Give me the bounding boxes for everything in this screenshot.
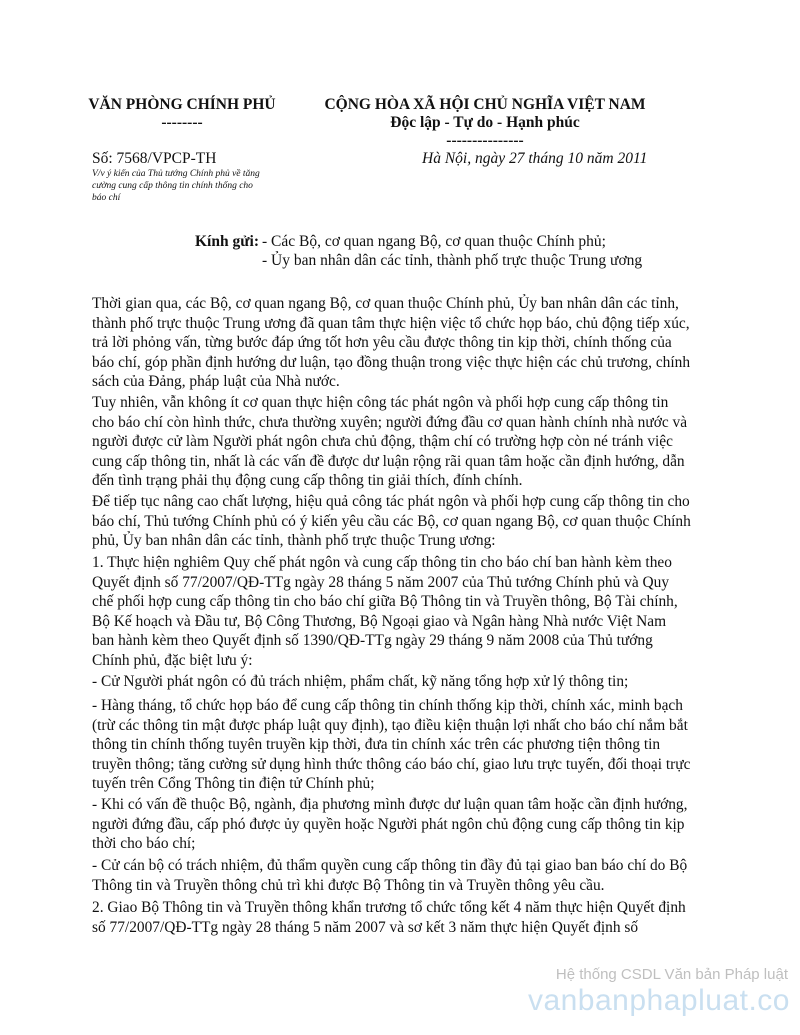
paragraph-line: - Cử cán bộ có trách nhiệm, đủ thẩm quyền cung cấp thông tin đầy đủ tại giao ban báo chí do Bộ bbox=[92, 857, 688, 874]
recipient-line: - Các Bộ, cơ quan ngang Bộ, cơ quan thuộc Chính phủ; bbox=[262, 233, 606, 250]
watermark-site: vanbanphapluat.co bbox=[527, 984, 790, 1017]
watermark-caption: Hệ thống CSDL Văn bản Pháp luật bbox=[555, 966, 788, 983]
body-paragraph bbox=[92, 294, 714, 392]
body-paragraph bbox=[92, 492, 714, 551]
country-name: CỘNG HÒA XÃ HỘI CHỦ NGHĨA VIỆT NAM bbox=[324, 96, 646, 113]
paragraph-line: số 77/2007/QĐ-TTg ngày 28 tháng 5 năm 2007 và sơ kết 3 năm thực hiện Quyết định số bbox=[92, 918, 639, 936]
subject-line: V/v ý kiến của Thủ tướng Chính phủ về tăng bbox=[92, 169, 260, 179]
paragraph-line: phủ, Ủy ban nhân dân các tỉnh, thành phố trực thuộc Trung ương: bbox=[92, 532, 496, 550]
paragraph-line: Thông tin và Truyền thông chủ trì khi được Bộ Thông tin và Truyền thông yêu cầu. bbox=[92, 876, 605, 894]
paragraph-line: chế phối hợp cung cấp thông tin cho báo chí giữa Bộ Thông tin và Truyền thông, Bộ Tài chính, bbox=[92, 593, 678, 611]
paragraph-line: thời cho báo chí; bbox=[92, 835, 196, 853]
document-number: Số: 7568/VPCP-TH bbox=[92, 150, 217, 167]
paragraph-line: báo chí, góp phần định hướng dư luận, tạo đồng thuận trong việc thực hiện các chủ trương, chính bbox=[92, 353, 691, 371]
subject-line: cường cung cấp thông tin chính thống cho bbox=[92, 181, 253, 191]
paragraph-line: Quyết định số 77/2007/QĐ-TTg ngày 28 tháng 5 năm 2007 của Thủ tướng Chính phủ và Quy bbox=[92, 573, 670, 591]
paragraph-line: 1. Thực hiện nghiêm Quy chế phát ngôn và cung cấp thông tin cho báo chí ban hành kèm theo bbox=[92, 554, 672, 571]
paragraph-line: truyền thông; tăng cường sử dụng hình thức thông cáo báo chí, giao lưu trực tuyến, đối thoại trực bbox=[92, 755, 691, 773]
paragraph-line: sách của Đảng, pháp luật của Nhà nước. bbox=[92, 373, 340, 391]
paragraph-line: - Cử Người phát ngôn có đủ trách nhiệm, phẩm chất, kỹ năng tổng hợp xử lý thông tin; bbox=[92, 673, 629, 690]
paragraph-line: thông tin chính thống tuyên truyền kịp thời, đưa tin chính xác trên các phương tiện thông tin bbox=[92, 736, 661, 754]
body-paragraph bbox=[92, 696, 714, 794]
national-motto: Độc lập - Tự do - Hạnh phúc bbox=[390, 114, 580, 131]
body-paragraph bbox=[92, 553, 714, 671]
body-paragraph bbox=[92, 393, 714, 491]
paragraph-line: (trừ các thông tin mật được pháp luật quy định), tạo điều kiện thuận lợi nhất cho báo chí nắm bắt bbox=[92, 716, 688, 734]
subject-summary bbox=[92, 168, 312, 204]
paragraph-line: cung cấp thông tin, nhất là các vấn đề được dư luận rộng rãi quan tâm hoặc cần định hướng, dẫn bbox=[92, 452, 685, 470]
paragraph-line: Thời gian qua, các Bộ, cơ quan ngang Bộ, cơ quan thuộc Chính phủ, Ủy ban nhân dân các tỉnh, bbox=[92, 295, 679, 312]
paragraph-line: Tuy nhiên, vẫn không ít cơ quan thực hiện công tác phát ngôn và phối hợp cung cấp thông tin bbox=[92, 394, 669, 411]
body-paragraph bbox=[92, 795, 714, 854]
paragraph-line: trả lời phỏng vấn, từng bước đáp ứng tốt hơn yêu cầu được thông tin kịp thời, chính thống của bbox=[92, 334, 672, 352]
motto-rule: --------------- bbox=[446, 132, 524, 149]
paragraph-line: 2. Giao Bộ Thông tin và Truyền thông khẩn trương tổ chức tổng kết 4 năm thực hiện Quyết định bbox=[92, 899, 686, 916]
issuing-agency: VĂN PHÒNG CHÍNH PHỦ bbox=[88, 96, 276, 113]
recipients-label: Kính gửi: bbox=[195, 233, 259, 250]
paragraph-line: Bộ Kế hoạch và Đầu tư, Bộ Công Thương, Bộ Ngoại giao và Ngân hàng Nhà nước Việt Nam bbox=[92, 612, 667, 630]
place-and-date: Hà Nội, ngày 27 tháng 10 năm 2011 bbox=[422, 150, 648, 167]
paragraph-line: Chính phủ, đặc biệt lưu ý: bbox=[92, 651, 253, 669]
recipient-line: - Ủy ban nhân dân các tỉnh, thành phố trực thuộc Trung ương bbox=[262, 252, 643, 269]
paragraph-line: - Khi có vấn đề thuộc Bộ, ngành, địa phương mình được dư luận quan tâm hoặc cần định hướng, bbox=[92, 796, 688, 813]
paragraph-line: thành phố trực thuộc Trung ương đã quan tâm thực hiện việc tổ chức họp báo, chủ động tiếp xúc, bbox=[92, 314, 690, 332]
paragraph-line: Để tiếp tục nâng cao chất lượng, hiệu quả công tác phát ngôn và phối hợp cung cấp thông tin cho bbox=[92, 493, 690, 510]
body-paragraph bbox=[92, 672, 714, 692]
paragraph-line: đến tình trạng phải thụ động cung cấp thông tin giải thích, đính chính. bbox=[92, 472, 523, 490]
paragraph-line: - Hàng tháng, tổ chức họp báo để cung cấp thông tin chính thống kịp thời, chính xác, minh bạch bbox=[92, 697, 683, 714]
paragraph-line: cho báo chí còn hình thức, chưa thường xuyên; người đứng đầu cơ quan hành chính nhà nước và bbox=[92, 413, 688, 431]
paragraph-line: người đứng đầu, cấp phó được ủy quyền hoặc Người phát ngôn chủ động cung cấp thông tin kịp bbox=[92, 815, 685, 833]
body-paragraph bbox=[92, 856, 714, 895]
paragraph-line: người được cử làm Người phát ngôn chưa chủ động, thậm chí có trường hợp còn né tránh việc bbox=[92, 433, 673, 451]
subject-line: báo chí bbox=[92, 193, 121, 203]
paragraph-line: báo chí, Thủ tướng Chính phủ có ý kiến yêu cầu các Bộ, cơ quan ngang Bộ, cơ quan thuộc Chính bbox=[92, 512, 691, 530]
paragraph-line: tuyến trên Cổng Thông tin điện tử Chính phủ; bbox=[92, 775, 375, 793]
paragraph-line: ban hành kèm theo Quyết định số 1390/QĐ-TTg ngày 29 tháng 9 năm 2008 của Thủ tướng bbox=[92, 632, 653, 650]
agency-rule: -------- bbox=[161, 114, 203, 131]
body-paragraph bbox=[92, 898, 714, 937]
